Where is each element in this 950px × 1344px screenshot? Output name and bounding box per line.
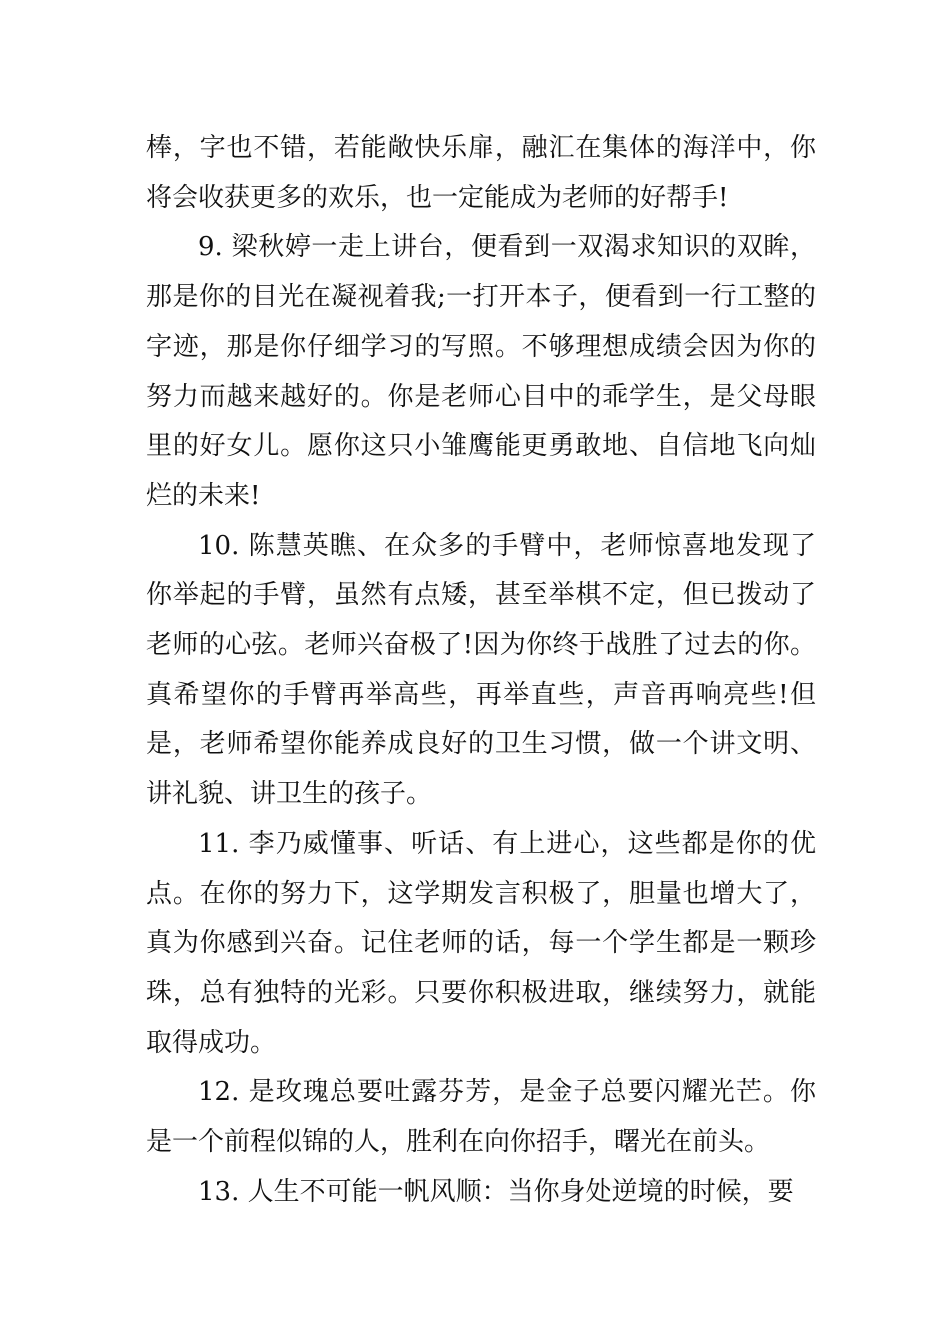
document-body [146,124,816,1217]
paragraph-continued: 棒，字也不错，若能敞快乐扉，融汇在集体的海洋中，你将会收获更多的欢乐，也一定能成为老师的好帮手! [146,133,816,213]
paragraph-9: 9. 梁秋婷一走上讲台，便看到一双渴求知识的双眸，那是你的目光在凝视着我;一打开本子，便看到一行工整的字迹，那是你仔细学习的写照。不够理想成绩会因为你的努力而越来越好的。你是老师心目中的乖学生，是父母眼里的好女儿。愿你这只小雏鹰能更勇敢地、自信地飞向灿烂的未来! [146,232,816,511]
paragraph-13: 13. 人生不可能一帆风顺：当你身处逆境的时候，要 [198,1176,794,1207]
paragraph-11: 11. 李乃威懂事、听话、有上进心，这些都是你的优点。在你的努力下，这学期发言积极了，胆量也增大了，真为你感到兴奋。记住老师的话，每一个学生都是一颗珍珠，总有独特的光彩。只要你积极进取，继续努力，就能取得成功。 [146,828,816,1058]
paragraph-10: 10. 陈慧英瞧、在众多的手臂中，老师惊喜地发现了你举起的手臂，虽然有点矮，甚至举棋不定，但已拨动了老师的心弦。老师兴奋极了!因为你终于战胜了过去的你。真希望你的手臂再举高些，再举直些，声音再响亮些!但是，老师希望你能养成良好的卫生习惯，做一个讲文明、讲礼貌、讲卫生的孩子。 [146,530,816,810]
paragraph-12: 12. 是玫瑰总要吐露芬芳，是金子总要闪耀光芒。你是一个前程似锦的人，胜利在向你招手，曙光在前头。 [146,1077,816,1158]
